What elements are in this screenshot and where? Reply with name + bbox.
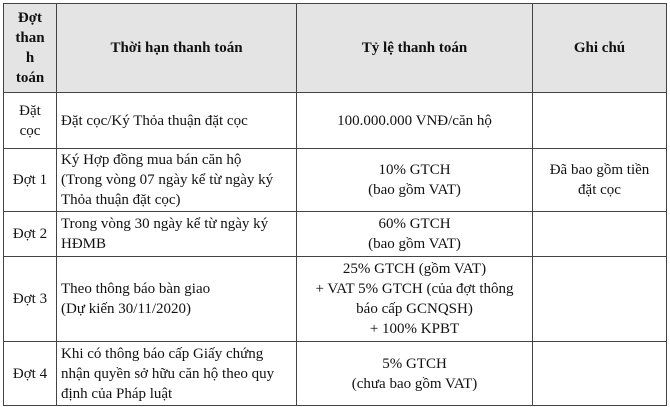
- header-note: Ghi chú: [533, 4, 667, 93]
- cell-note: [533, 212, 667, 257]
- header-period: Đợt than h toán: [4, 4, 57, 93]
- cell-period: Đặt cọc: [4, 93, 57, 149]
- cell-rate: 60% GTCH (bao gồm VAT): [297, 212, 533, 257]
- header-rate: Tỷ lệ thanh toán: [297, 4, 533, 93]
- cell-period: Đợt 2: [4, 212, 57, 257]
- cell-term: Khi có thông báo cấp Giấy chứng nhận quyền sở hữu căn hộ theo quy định của Pháp luật: [57, 342, 297, 406]
- table-row: [4, 212, 667, 257]
- table-row: [4, 149, 667, 212]
- table-row: [4, 257, 667, 342]
- cell-note: [533, 257, 667, 342]
- cell-term: Đặt cọc/Ký Thỏa thuận đặt cọc: [57, 93, 297, 149]
- header-term: Thời hạn thanh toán: [57, 4, 297, 93]
- cell-rate: 100.000.000 VNĐ/căn hộ: [297, 93, 533, 149]
- cell-period: Đợt 3: [4, 257, 57, 342]
- cell-note: [533, 342, 667, 406]
- header-row: [4, 4, 667, 93]
- cell-period: Đợt 1: [4, 149, 57, 212]
- cell-term: Trong vòng 30 ngày kể từ ngày ký HĐMB: [57, 212, 297, 257]
- cell-note: Đã bao gồm tiền đặt cọc: [533, 149, 667, 212]
- cell-rate: 10% GTCH (bao gồm VAT): [297, 149, 533, 212]
- table-row: [4, 93, 667, 149]
- cell-period: Đợt 4: [4, 342, 57, 406]
- cell-term: Theo thông báo bàn giao (Dự kiến 30/11/2020): [57, 257, 297, 342]
- cell-rate: 5% GTCH (chưa bao gồm VAT): [297, 342, 533, 406]
- cell-rate: 25% GTCH (gồm VAT) + VAT 5% GTCH (của đợt thông báo cấp GCNQSH) + 100% KPBT: [297, 257, 533, 342]
- table-row: [4, 342, 667, 406]
- payment-schedule-table: [3, 3, 667, 406]
- cell-term: Ký Hợp đồng mua bán căn hộ (Trong vòng 07 ngày kể từ ngày ký Thỏa thuận đặt cọc): [57, 149, 297, 212]
- cell-note: [533, 93, 667, 149]
